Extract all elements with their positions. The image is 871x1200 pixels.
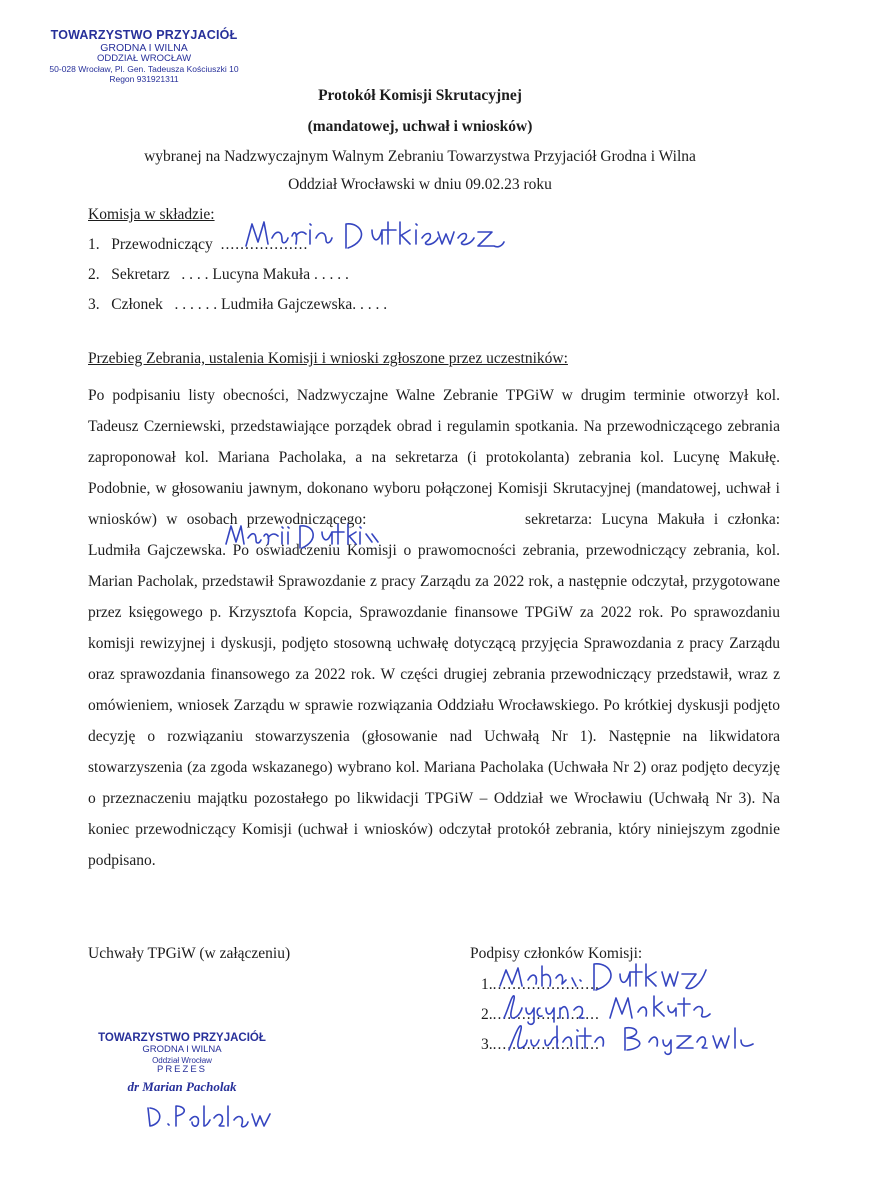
document-title: Protokół Komisji Skrutacyjnej [318, 87, 522, 104]
stamp-line: 50-028 Wrocław, Pl. Gen. Tadeusza Kościuszki 10 [49, 64, 239, 75]
stamp-line: Oddział Wrocław [152, 1056, 212, 1066]
member-name: .................. [220, 236, 309, 253]
stamp-line: ODDZIAŁ WROCŁAW [96, 53, 192, 65]
president-stamp [82, 1032, 282, 1095]
attachments-note: Uchwały TPGiW (w załączeniu) [88, 945, 291, 962]
proceedings-text-part2: sekretarza: Lucyna Makuła i członka: Ludmiła Gajczewska. Po oświadczeniu Komisji o prawomocności zebrania, przewodniczący zebrania, kol. Marian Pacholak, przedstawił Sprawozdanie z pracy Zarządu za 2022 rok, a następnie odczytał, przygotowane przez księgowego p. Krzysztofa Kopcia, Sprawozdanie finansowe TPGiW za 2022 rok. Po sprawozdaniu komisji rewizyjnej i dyskusji, podjęto stosowną uchwałę dotyczącą przyjęcia Sprawozdania z pracy Zarządu oraz sprawozdania finansowego za 2022 rok. W części drugiej zebrania przewodniczący przedstawił, wraz z omówieniem, wniosek Zarządu w sprawie rozwiązania Oddziału Wrocławskiego. Po krótkiej dyskusji podjęto decyzję o rozwiązaniu stowarzyszenia (głosowanie nad Uchwałą Nr 1). Następnie na likwidatora stowarzyszenia (za zgoda wskazanego) wybrano kol. Mariana Pacholaka (Uchwała Nr 2) oraz podjęto decyzję o przeznaczeniu majątku pozostałego po likwidacji TPGiW – Oddział we Wrocławiu (Uchwałą Nr 3). Na koniec przewodniczący Komisji (uchwał i wniosków) odczytał protokół zebrania, który niniejszym zgodnie podpisano. [88, 511, 781, 869]
member-number: 3. [88, 296, 100, 313]
member-number: 1. [88, 236, 100, 253]
signature-number: 1. [481, 976, 493, 993]
member-name: . . . . . . Ludmiła Gajczewska. . . . . [174, 296, 388, 313]
stamp-line: GRODNA I WILNA [142, 1044, 222, 1056]
proceedings-body [88, 380, 780, 876]
member-role: Przewodniczący [111, 236, 213, 253]
stamp-line: TOWARZYSTWO PRZYJACIÓŁ [98, 1032, 266, 1044]
proceedings-heading: Przebieg Zebrania, ustalenia Komisji i wnioski zgłoszone przez uczestników: [88, 350, 568, 367]
organization-stamp-top [38, 28, 250, 85]
stamp-line: TOWARZYSTWO PRZYJACIÓŁ [50, 28, 238, 42]
member-role: Członek [111, 296, 163, 313]
title-line-3: wybranej na Nadzwyczajnym Walnym Zebraniu Towarzystwa Przyjaciół Grodna i Wilna [144, 148, 696, 165]
president-signature [142, 1100, 282, 1134]
handwritten-signature-3 [505, 1020, 765, 1058]
committee-heading: Komisja w składzie: [88, 206, 215, 223]
member-role: Sekretarz [111, 266, 170, 283]
signature-dots: ...................... [492, 1036, 600, 1053]
signatures-heading: Podpisy członków Komisji: [470, 945, 643, 962]
stamp-line: Regon 931921311 [109, 74, 179, 85]
handwritten-inline-name [222, 520, 382, 554]
title-line-4: Oddział Wrocławski w dniu 09.02.23 roku [288, 176, 552, 193]
signature-dots: ...................... [492, 976, 600, 993]
stamp-line: PREZES [156, 1064, 207, 1076]
committee-member-3 [88, 296, 387, 314]
proceedings-text-part1: Po podpisaniu listy obecności, Nadzwyczajne Walne Zebranie TPGiW w drugim terminie otworzył kol. Tadeusz Czerniewski, przedstawiające porządek obrad i regulamin spotkania. Na przewodniczącego zebrania zaproponował kol. Mariana Pacholaka, a na sekretarza (i protokolanta) zebrania kol. Lucynę Makułę. Podobnie, w głosowaniu jawnym, dokonano wyboru połączonej Komisji Skrutacyjnej (mandatowej, uchwał i wniosków) w osobach przewodniczącego: [88, 387, 780, 528]
signature-number: 2. [481, 1006, 493, 1023]
handwritten-name-signature [242, 216, 512, 256]
signature-dots: ...................... [492, 1006, 600, 1023]
member-name: . . . . Lucyna Makuła . . . . . [181, 266, 349, 283]
document-subtitle: (mandatowej, uchwał i wniosków) [307, 118, 533, 135]
stamp-line: GRODNA I WILNA [100, 42, 188, 55]
committee-member-2 [88, 266, 349, 284]
member-number: 2. [88, 266, 100, 283]
stamp-president-name: dr Marian Pacholak [127, 1079, 237, 1095]
signature-number: 3. [481, 1036, 493, 1053]
